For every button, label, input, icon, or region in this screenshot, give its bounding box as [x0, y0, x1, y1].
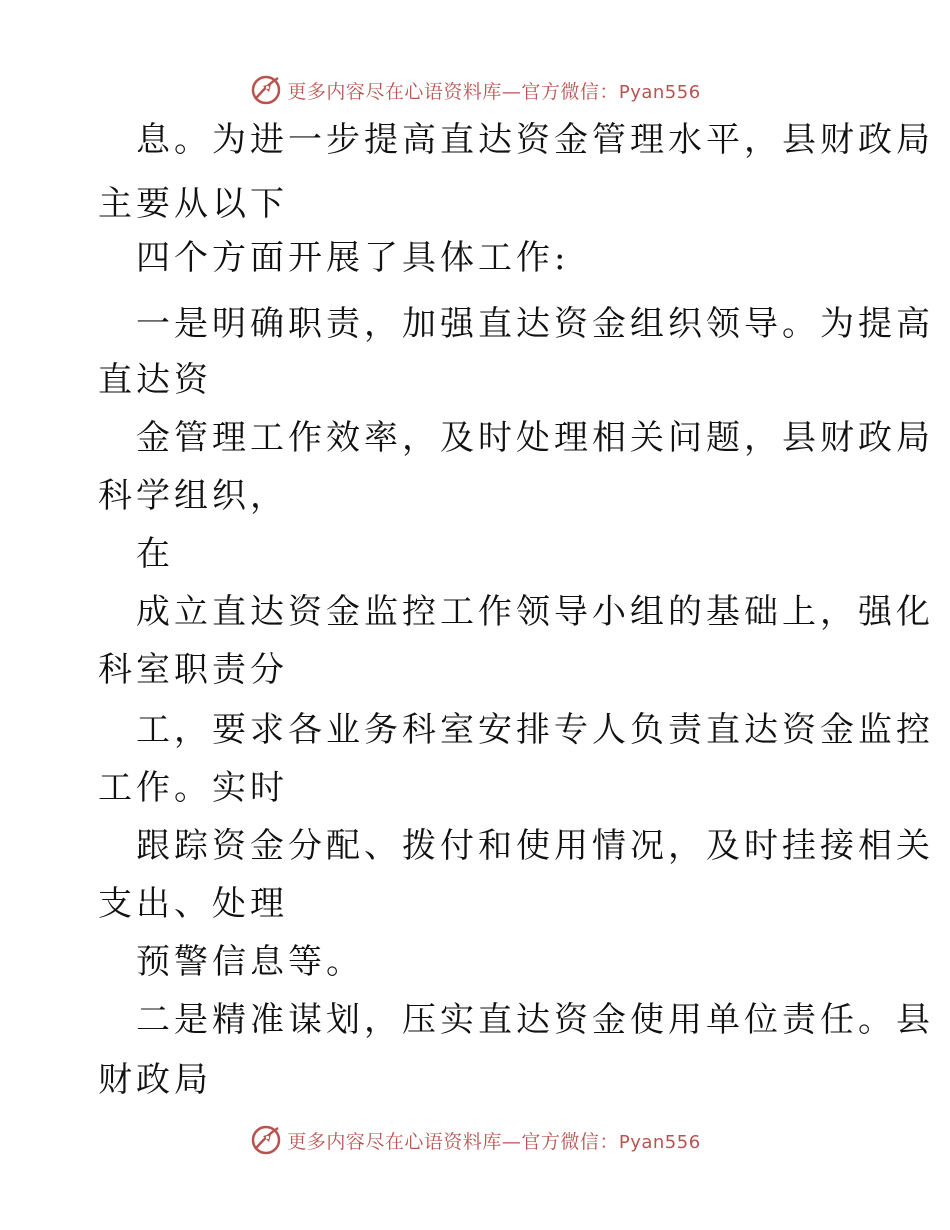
header-banner-id: Pyan556: [618, 81, 701, 103]
text-line: 在: [98, 534, 174, 574]
text-line: 科学组织，: [98, 476, 288, 516]
text-line: 工，要求各业务科室安排专人负责直达资金监控: [98, 710, 934, 750]
footer-watermark-banner: [0, 1120, 950, 1160]
header-banner-text: 更多内容尽在心语资料库—官方微信：Pyan556: [287, 80, 701, 103]
footer-banner-id: Pyan556: [618, 1131, 701, 1153]
text-line: 支出、处理: [98, 884, 288, 924]
text-line: 金管理工作效率，及时处理相关问题，县财政局: [98, 418, 934, 458]
text-line: 主要从以下: [98, 184, 288, 224]
text-line: 息。为进一步提高直达资金管理水平，县财政局: [98, 120, 934, 160]
text-line: 四个方面开展了具体工作:: [98, 238, 570, 278]
text-line: 直达资: [98, 360, 212, 400]
pen-nib-logo-icon: [249, 1123, 283, 1157]
text-line: 预警信息等。: [98, 942, 364, 982]
pen-nib-logo-icon: [249, 73, 283, 107]
text-line: 成立直达资金监控工作领导小组的基础上，强化: [98, 592, 934, 632]
text-line: 工作。实时: [98, 768, 288, 808]
text-line: 科室职责分: [98, 650, 288, 690]
footer-banner-text: 更多内容尽在心语资料库—官方微信：Pyan556: [287, 1130, 701, 1153]
text-line: 一是明确职责，加强直达资金组织领导。为提高: [98, 304, 934, 344]
header-watermark-banner: [0, 70, 950, 110]
text-line: 跟踪资金分配、拨付和使用情况，及时挂接相关: [98, 826, 934, 866]
text-line: 二是精准谋划，压实直达资金使用单位责任。县: [98, 1000, 934, 1040]
text-line: 财政局: [98, 1060, 212, 1100]
